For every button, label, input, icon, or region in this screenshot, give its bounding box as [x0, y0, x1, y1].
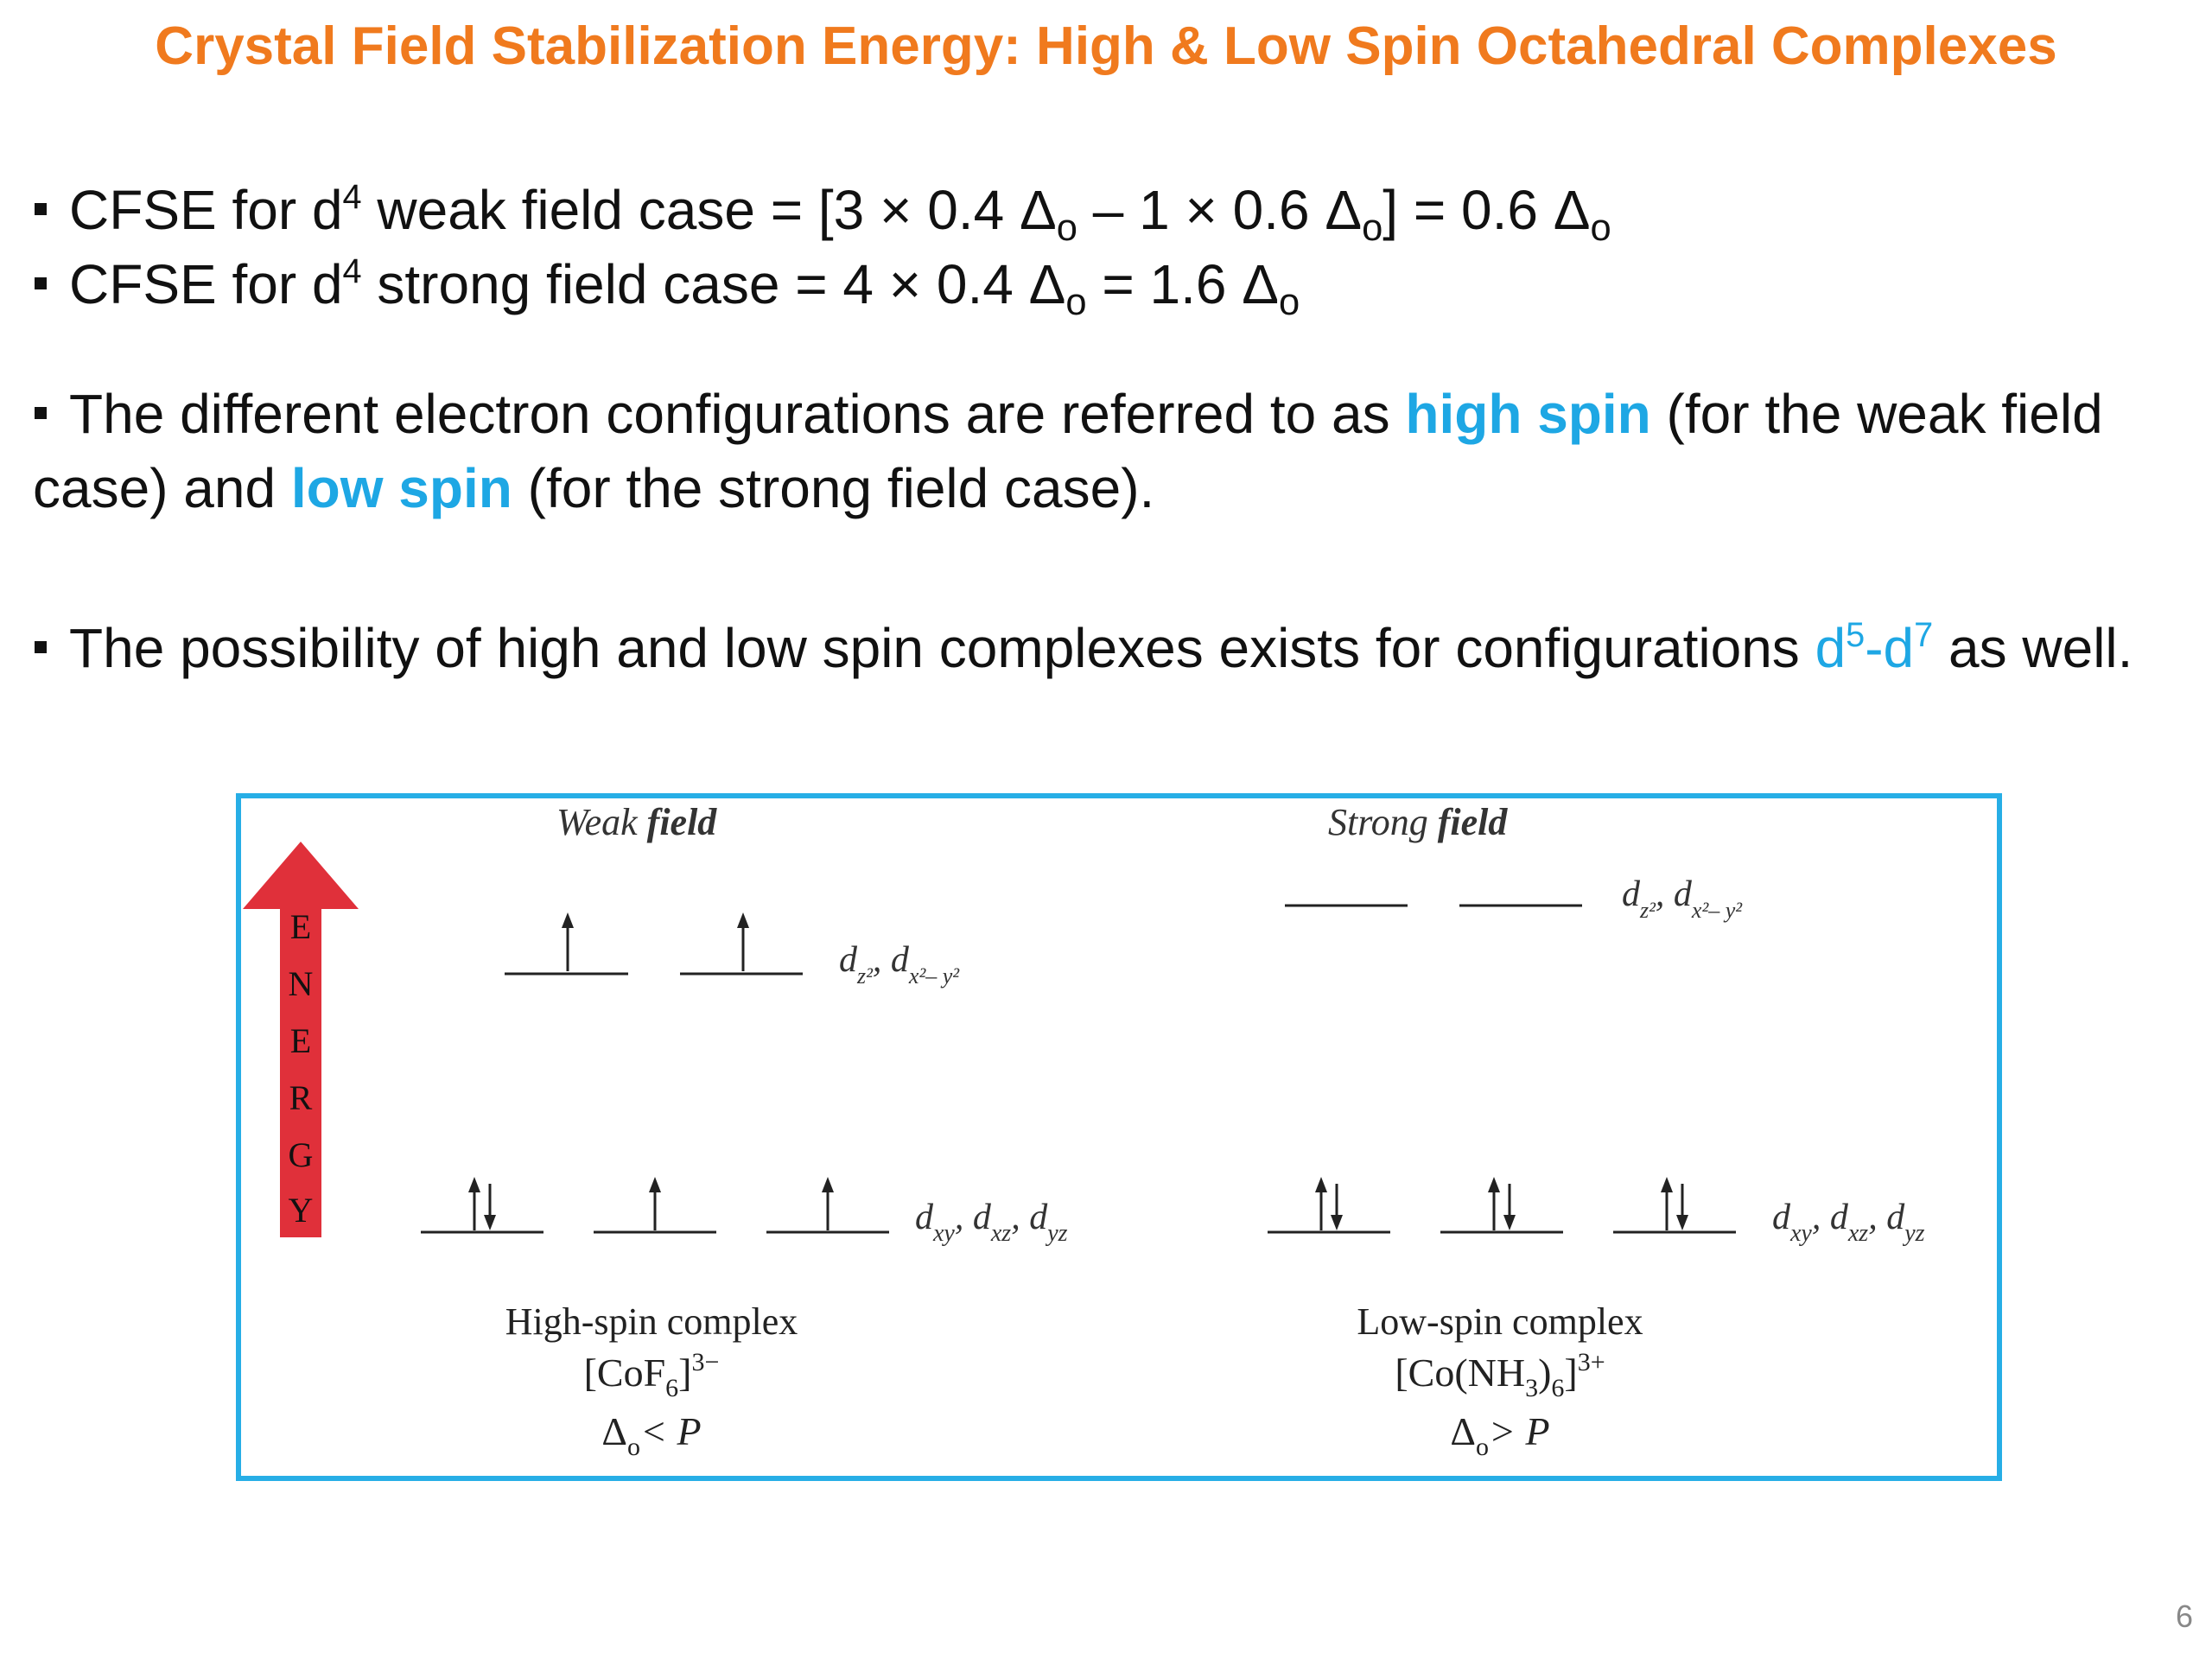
strong-field-title: Strong field	[1328, 801, 1508, 843]
crystal-field-diagram	[236, 793, 2002, 1481]
bullet-square-icon	[35, 277, 47, 289]
energy-letter: G	[288, 1135, 314, 1174]
bullet-square-icon	[35, 203, 47, 215]
bullet-square-icon	[35, 641, 47, 653]
low-spin-formula: $[Co(NH_3)_6]^{3+}$	[1395, 1348, 1605, 1402]
high-spin-condition: $\Delta_o< P$	[601, 1409, 702, 1461]
energy-letter: E	[289, 907, 312, 946]
high-spin-formula: $[CoF_6]^{3-}$	[583, 1348, 720, 1402]
energy-arrowhead-icon	[243, 842, 359, 909]
bullet-cfse-weak: CFSE for $d^4$ weak field case = [3 × 0.4 $\Delta_o - 1 \times 0.6$ $\Delta_o] = 0.6$ $\Delta_o$	[35, 160, 1611, 265]
energy-letter: E	[289, 1021, 312, 1060]
eg-label-weak: $d_{z^2}$, $d_{x^2- y^2}$	[839, 940, 960, 988]
bullet-spin-definitions: The different electron configurations are referred to as high spin (for the weak field	[35, 377, 2103, 451]
energy-letter: R	[289, 1078, 313, 1117]
bullet-square-icon	[35, 407, 47, 419]
energy-letter: N	[288, 964, 314, 1003]
t2g-label-strong: $d_{xy}$, $d_{xz}$, $d_{yz}$	[1772, 1198, 1925, 1247]
energy-letter: Y	[288, 1191, 314, 1230]
weak-field-title: Weak field	[556, 801, 717, 843]
bullet-spin-definitions-line2: case) and low spin (for the strong field case).	[33, 457, 1155, 519]
low-spin-caption: Low-spin complex	[1357, 1300, 1643, 1343]
high-spin-caption: High-spin complex	[505, 1300, 798, 1343]
energy-arrow-icon	[280, 909, 321, 1237]
slide-title: Crystal Field Stabilization Energy: High & Low Spin Octahedral Complexes	[155, 16, 2057, 76]
page-number: 6	[2175, 1599, 2193, 1634]
bullet-cfse-strong: CFSE for $d^4$ strong field case = 4 × 0.4 $\Delta_o = 1.6$ $\Delta_o$	[35, 234, 1300, 340]
t2g-label-weak: $d_{xy}$, $d_{xz}$, $d_{yz}$	[915, 1198, 1068, 1247]
bullet-d5-d7: The possibility of high and low spin complexes exists for configurations $d^5-d^7$ as well.	[35, 598, 2133, 685]
eg-label-strong: $d_{z^2}$, $d_{x^2- y^2}$	[1622, 874, 1743, 923]
splitting-diagram-svg	[241, 798, 1997, 1476]
low-spin-condition: $\Delta_o> P$	[1450, 1409, 1550, 1461]
